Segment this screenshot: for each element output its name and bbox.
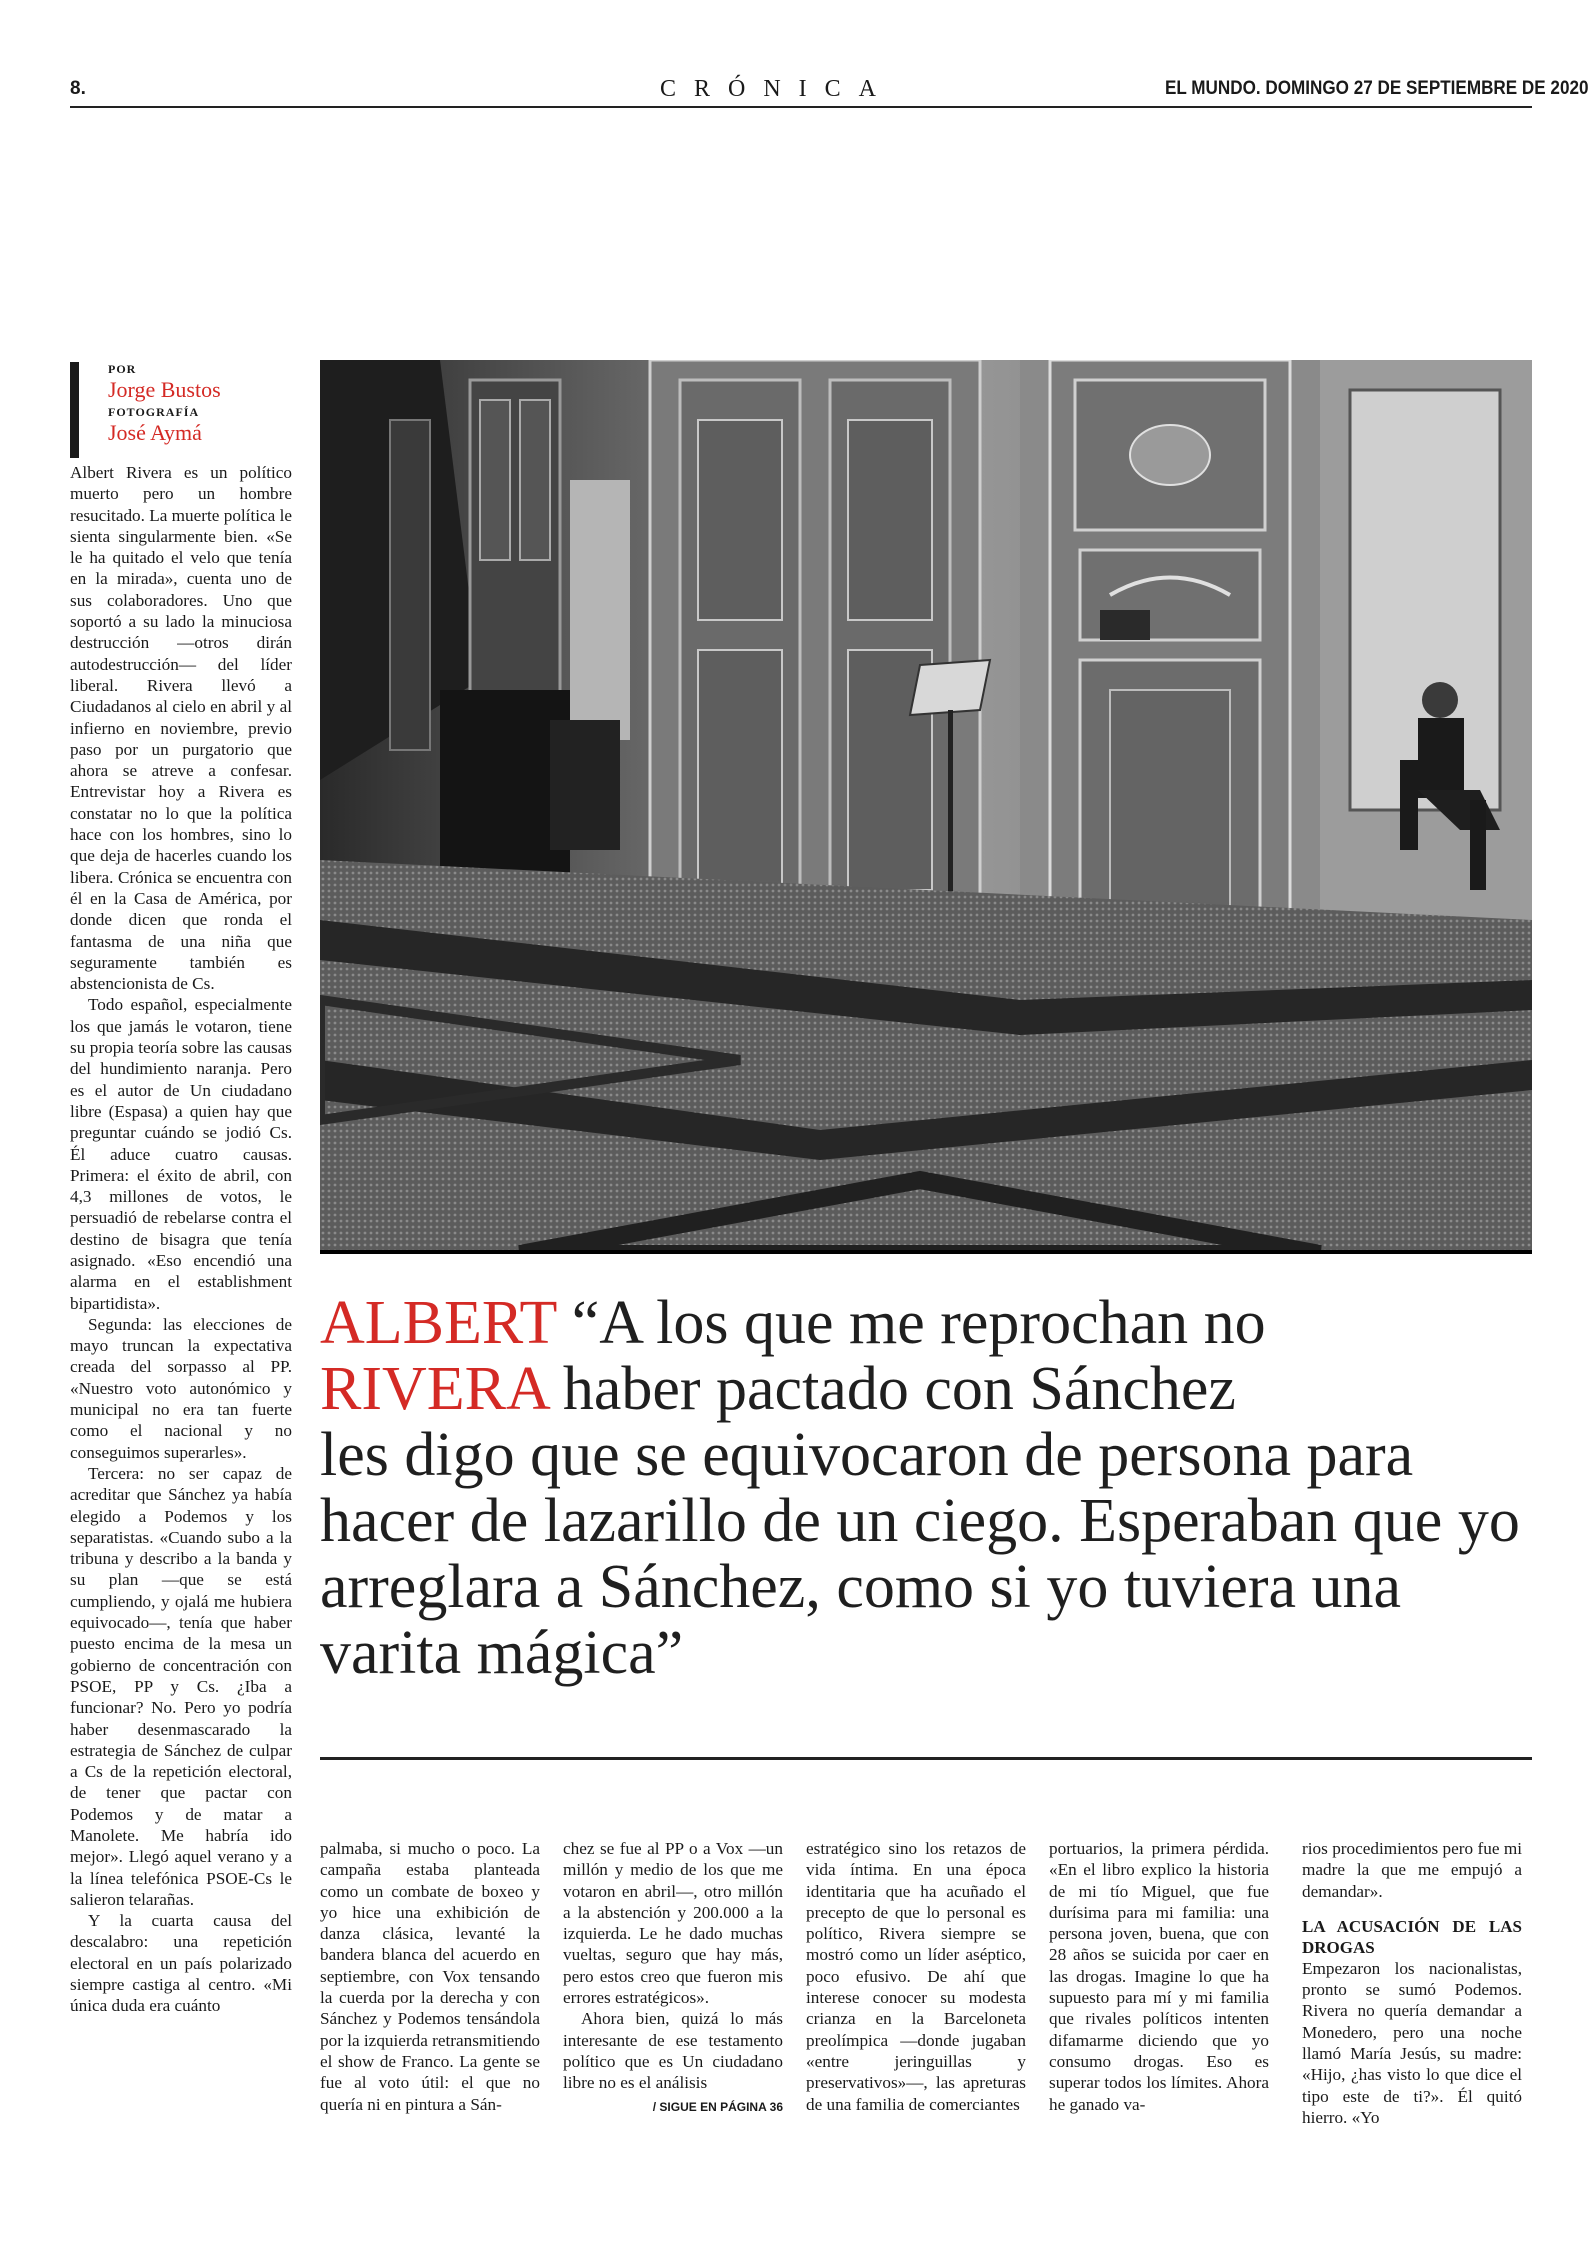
- headline-quote-line-1: “A los que me reprochan no: [571, 1289, 1266, 1357]
- photo-illustration: [320, 360, 1532, 1254]
- headline-rule: [320, 1757, 1532, 1760]
- byline-photo-label: FOTOGRAFÍA: [108, 405, 200, 419]
- page-number: 8.: [70, 78, 86, 99]
- paragraph: rios procedimientos pero fue mi madre la que me empujó a demandar».: [1302, 1839, 1522, 1901]
- article-photo: [320, 360, 1532, 1254]
- paragraph: Ahora bien, quizá lo más interesante de ese testamento político que es Un ciudadano libre no es el análisis: [563, 2009, 783, 2093]
- paragraph: Albert Rivera es un político muerto pero un hombre resucitado. La muerte política le sienta singularmente bien. «Se le ha quitado el velo que tenía en la mirada», cuenta uno de sus colaboradores. Uno que soportó a su lado la minuciosa destrucción —otros dirán autodestrucción— del líder liberal. Rivera llevó a Ciudadanos al cielo en abril y al infierno en noviembre, previo paso por un purgatorio que ahora se atreve a confesar. Entrevistar hoy a Rivera es constatar no lo que la política hace con los hombres, sino lo que deja de hacerles cuando los libera. Crónica se encuentra con él en la Casa de América, por donde dicen que ronda el fantasma de una niña que seguramente también es abstencionista de Cs.: [70, 463, 292, 994]
- byline: [108, 362, 221, 446]
- continued-on-page: / SIGUE EN PÁGINA 36: [652, 2099, 783, 2114]
- paragraph: Tercera: no ser capaz de acreditar que Sánchez ya había elegido a Podemos y los separatistas. «Cuando subo a la tribuna y describo a la banda y su plan —que se está cumpliendo, y ojalá me hubiera equivocado—, tenía que haber puesto encima de la mesa un gobierno de concentración con PSOE, PP y Cs. ¿Iba a funcionar? No. Pero yo podría haber desenmascarado la estrategia de Sánchez de culpar a Cs de la repetición electoral, de tener que pactar con Podemos y de matar a Manolete. Me habría ido mejor». Llegó aquel verano y a la línea telefónica PSOE-Cs le salieron telarañas.: [70, 1463, 292, 1909]
- byline-photographer: José Aymá: [108, 420, 202, 445]
- headline-line-1: [320, 1290, 1532, 1356]
- body-column-3: [806, 1838, 1026, 2115]
- dateline: EL MUNDO. DOMINGO 27 DE SEPTIEMBRE DE 2020: [1165, 78, 1589, 99]
- paragraph: chez se fue al PP o a Vox —un millón y medio de los que me votaron en abril—, otro millón a la abstención y 200.000 a la izquierda. Le he dado muchas vueltas, seguro que hay más, pero estos creo que fueron mis errores estratégicos».: [563, 1839, 783, 2008]
- body-column-5: [1302, 1838, 1522, 2128]
- headline-quote-line-2: haber pactado con Sánchez: [562, 1355, 1236, 1423]
- left-column: [70, 462, 292, 2017]
- byline-bar: [70, 362, 79, 458]
- section-title: CRÓNICA: [660, 76, 895, 102]
- paragraph: estratégico sino los retazos de vida íntima. En una época identitaria que ha acuñado el precepto de que lo personal es político, Rivera siempre se mostró como un líder aséptico, poco efusivo. De ahí que interese conocer su modesta crianza en la Barceloneta preolímpica —donde jugaban «entre jeringuillas y preservativos»—, las apreturas de una familia de comerciantes: [806, 1839, 1026, 2114]
- paragraph: Y la cuarta causa del descalabro: una repetición electoral en un país polarizado siempre castiga al centro. «Mi única duda era cuánto: [70, 1911, 292, 2016]
- header-rule: [70, 106, 1532, 108]
- headline-line-2: [320, 1356, 1532, 1422]
- body-column-4: [1049, 1838, 1269, 2115]
- subheading: LA ACUSACIÓN DE LAS DROGAS: [1302, 1916, 1522, 1957]
- paragraph: palmaba, si mucho o poco. La campaña estaba planteada como un combate de boxeo y yo hice una exhibición de danza clásica, levanté la bandera blanca del acuerdo en septiembre, con Vox tensando la cuerda por la derecha y con Sánchez y Podemos tensándola por la izquierda retransmitiendo el show de Franco. La gente se fue al voto útil: el que no quería ni en pintura a Sán-: [320, 1839, 541, 2114]
- headline-quote-rest: les digo que se equivocaron de persona para hacer de lazarillo de un ciego. Esperaban que yo arreglara a Sánchez, como si yo tuviera una varita mágica”: [320, 1421, 1520, 1687]
- paragraph: Segunda: las elecciones de mayo truncan la expectativa creada del sorpasso al PP. «Nuestro voto autonómico y municipal no era tan fuerte como el nacional y no conseguimos superarles».: [70, 1314, 292, 1462]
- body-column-1: [320, 1838, 540, 2115]
- byline-by-label: POR: [108, 362, 137, 376]
- paragraph: portuarios, la primera pérdida. «En el libro explico la historia de mi tío Miguel, que fue durísima para mi familia: una persona joven, buena, que con 28 años se suicida por caer en las drogas. Imagine lo que ha supuesto para mí y mi familia que rivales políticos intenten difamarme diciendo que yo consumo drogas. Eso es superar todos los límites. Ahora he ganado va-: [1049, 1839, 1269, 2114]
- paragraph: Empezaron los nacionalistas, pronto se sumó Podemos. Rivera no quería demandar a Monedero, pero una noche llamó María Jesús, su madre: «Hijo, ¿has visto lo que dice el tipo este de ti?». Él quitó hierro. «Yo: [1302, 1958, 1522, 2127]
- body-column-2: [563, 1838, 783, 2114]
- headline-name-first: ALBERT: [320, 1289, 557, 1357]
- byline-author: Jorge Bustos: [108, 377, 221, 402]
- headline-name-last: RIVERA: [320, 1355, 548, 1423]
- headline: [320, 1290, 1532, 1686]
- paragraph: Todo español, especialmente los que jamás le votaron, tiene su propia teoría sobre las causas del hundimiento naranja. Pero es el autor de Un ciudadano libre (Espasa) a quien hay que preguntar cuándo se jodió Cs. Él aduce cuatro causas. Primera: el éxito de abril, con 4,3 millones de votos, le persuadió de rebelarse contra el destino de bisagra que tenía asignado. «Eso encendió una alarma en el establishment bipartidista».: [70, 995, 292, 1313]
